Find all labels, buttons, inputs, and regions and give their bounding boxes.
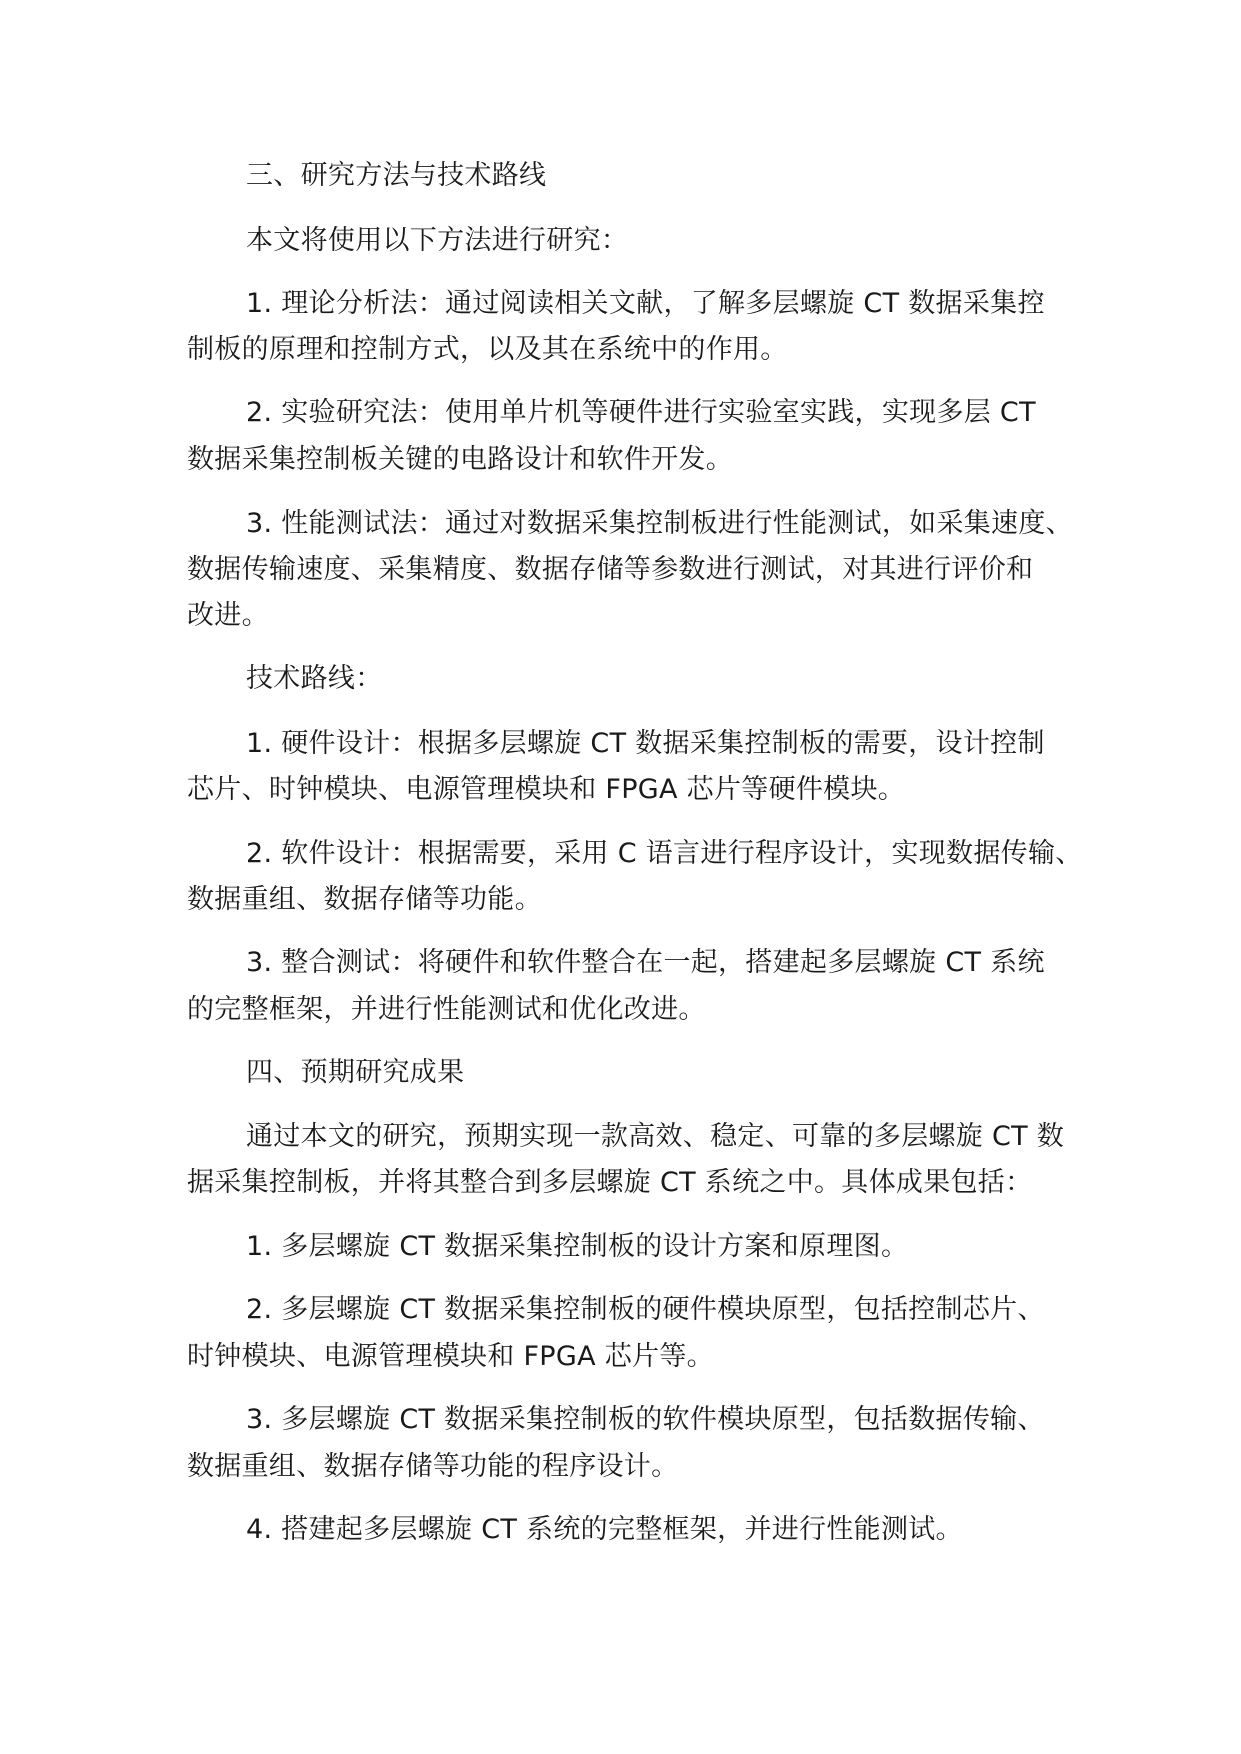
- list-item-line: 1. 理论分析法：通过阅读相关文献，了解多层螺旋 CT 数据采集控: [246, 288, 1045, 319]
- list-item-line: 的完整框架，并进行性能测试和优化改进。: [187, 994, 706, 1025]
- list-item-line: 数据传输速度、采集精度、数据存储等参数进行测试，对其进行评价和: [187, 554, 1034, 585]
- list-item-line: 芯片、时钟模块、电源管理模块和 FPGA 芯片等硬件模块。: [187, 774, 906, 805]
- list-item-line: 改进。: [187, 600, 269, 631]
- section-heading: 三、研究方法与技术路线: [246, 160, 547, 191]
- list-item-line: 4. 搭建起多层螺旋 CT 系统的完整框架，并进行性能测试。: [246, 1514, 963, 1545]
- section-heading: 四、预期研究成果: [246, 1057, 465, 1088]
- list-item-line: 1. 硬件设计：根据多层螺旋 CT 数据采集控制板的需要，设计控制: [246, 728, 1045, 759]
- paragraph-line: 技术路线：: [246, 663, 383, 694]
- list-item-line: 2. 多层螺旋 CT 数据采集控制板的硬件模块原型，包括控制芯片、: [246, 1294, 1045, 1325]
- list-item-line: 3. 多层螺旋 CT 数据采集控制板的软件模块原型，包括数据传输、: [246, 1404, 1045, 1435]
- paragraph-line: 通过本文的研究，预期实现一款高效、稳定、可靠的多层螺旋 CT 数: [246, 1121, 1065, 1152]
- list-item-line: 3. 整合测试：将硬件和软件整合在一起，搭建起多层螺旋 CT 系统: [246, 947, 1045, 978]
- list-item-line: 1. 多层螺旋 CT 数据采集控制板的设计方案和原理图。: [246, 1231, 909, 1262]
- list-item-line: 数据重组、数据存储等功能的程序设计。: [187, 1451, 679, 1482]
- paragraph-line: 据采集控制板，并将其整合到多层螺旋 CT 系统之中。具体成果包括：: [187, 1167, 1033, 1198]
- list-item-line: 制板的原理和控制方式，以及其在系统中的作用。: [187, 334, 788, 365]
- list-item-line: 3. 性能测试法：通过对数据采集控制板进行性能测试，如采集速度、: [246, 508, 1073, 539]
- list-item-line: 数据重组、数据存储等功能。: [187, 884, 542, 915]
- paragraph-line: 本文将使用以下方法进行研究：: [246, 225, 629, 256]
- list-item-line: 数据采集控制板关键的电路设计和软件开发。: [187, 444, 733, 475]
- list-item-line: 2. 实验研究法：使用单片机等硬件进行实验室实践，实现多层 CT: [246, 397, 1036, 428]
- list-item-line: 2. 软件设计：根据需要，采用 C 语言进行程序设计，实现数据传输、: [246, 838, 1083, 869]
- list-item-line: 时钟模块、电源管理模块和 FPGA 芯片等。: [187, 1341, 714, 1372]
